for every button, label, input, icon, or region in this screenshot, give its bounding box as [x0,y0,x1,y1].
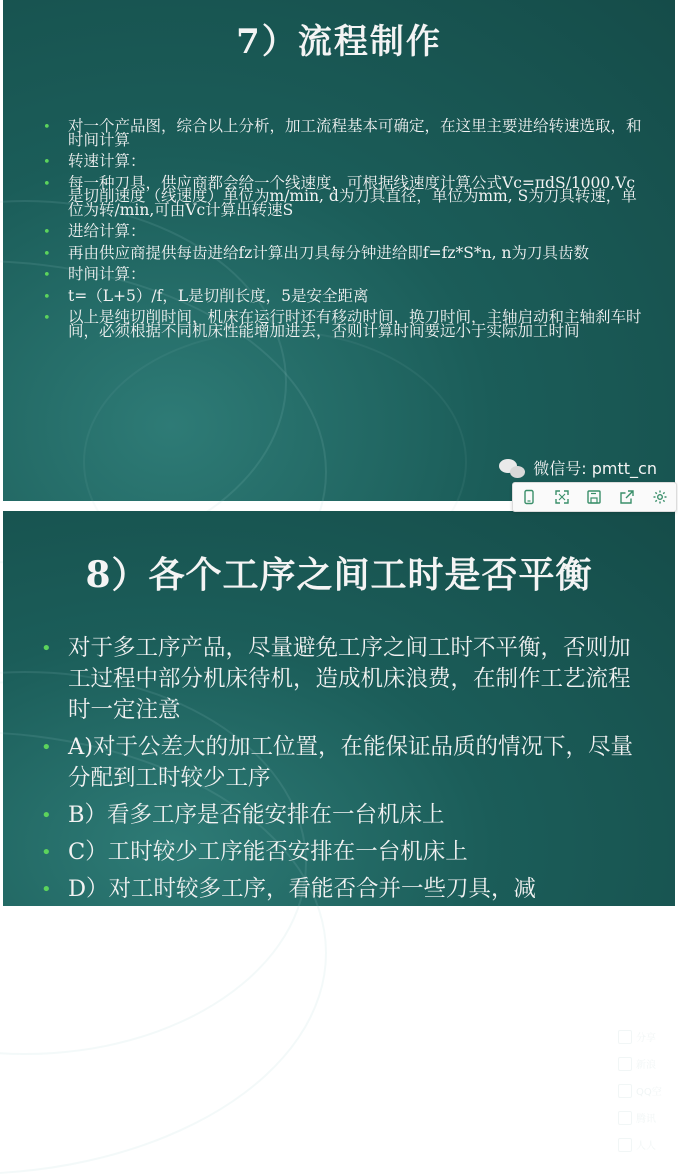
tencent-icon [618,1111,632,1125]
list-item: • 进给计算： [43,222,146,240]
side-share-menu [618,1023,678,1158]
renren-icon [618,1138,632,1152]
list-item: • 转速计算： [43,152,146,170]
bullet-dot-icon: • [43,120,51,135]
settings-button[interactable] [650,487,670,507]
save-button[interactable] [584,487,604,507]
share-button[interactable] [617,487,637,507]
weibo-icon [618,1057,632,1071]
share-menu-item[interactable]: 新浪 [618,1050,678,1077]
phone-icon [521,489,537,505]
document-toolbar [512,482,677,512]
list-item: • 再由供应商提供每齿进给fz计算出刀具每分钟进给即f=fz*S*n, n为刀具齿数 [43,243,589,262]
share-icon [619,489,635,505]
list-item: • C）工时较少工序能否安排在一台机床上 [41,837,641,868]
save-icon [586,489,602,505]
list-item: • t=（L+5）/f，L是切削长度，5是安全距离 [43,286,369,305]
wechat-watermark [499,456,657,479]
fullscreen-icon [554,489,570,505]
share-menu-item[interactable]: QQ空 [618,1077,678,1104]
bullet-dot-icon: • [43,246,51,262]
slide-title: 8）各个工序之间工时是否平衡 [85,554,593,596]
share-menu-item[interactable]: 腾讯 [618,1104,678,1131]
list-item: • 对于多工序产品，尽量避免工序之间工时不平衡，否则加工过程中部分机床待机，造成机床浪费，在制作工艺流程时一定注意 [41,635,631,723]
slide-8 [3,511,675,1152]
share-icon [618,1030,632,1044]
bullet-dot-icon: • [43,225,51,240]
bullet-dot-icon: • [41,638,52,659]
list-item: • 对一个产品图，综合以上分析，加工流程基本可确定，在这里主要进给转速选取，和时间计算 [43,117,642,149]
bullet-dot-icon: • [41,737,52,758]
bullet-dot-icon: • [43,289,51,305]
bullet-dot-icon: • [41,805,52,826]
fullscreen-button[interactable] [552,487,572,507]
settings-icon [652,489,668,505]
phone-view-button[interactable] [519,487,539,507]
wechat-icon [499,457,527,479]
bullet-dot-icon: • [41,879,52,900]
watermark-text: 微信号: pmtt_cn [533,459,657,478]
list-item: • 时间计算： [43,265,146,283]
bullet-dot-icon: • [41,842,52,863]
bullet-dot-icon: • [43,268,51,283]
slide-title: 7）流程制作 [236,22,442,62]
list-item: • 每一种刀具，供应商都会给一个线速度，可根据线速度计算公式Vc=πdS/1000,Vc是切削速度（线速度）单位为m/min, d为刀具直径，单位为mm, S为刀具转速，单位为转/min,可由Vc计算出转速S [43,173,637,219]
qzone-icon [618,1084,632,1098]
bullet-dot-icon: • [43,176,51,192]
bullet-dot-icon: • [43,311,51,326]
share-menu-item[interactable]: 分享 [618,1023,678,1050]
slide-7 [3,0,675,501]
share-menu-item[interactable]: 人人 [618,1131,678,1158]
list-item: • A)对于公差大的加工位置，在能保证品质的情况下，尽量分配到工时较少工序 [41,734,634,791]
bullet-list [43,117,643,346]
list-item: • 以上是纯切削时间，机床在运行时还有移动时间，换刀时间，主轴启动和主轴刹车时间，必须根据不同机床性能增加进去，否则计算时间要远小于实际加工时间 [43,308,642,340]
list-item: • B）看多工序是否能安排在一台机床上 [41,800,641,831]
bullet-dot-icon: • [43,155,51,170]
list-item: • D）对工时较多工序，看能否合并一些刀具，减 [41,874,641,905]
bullet-list [41,633,641,911]
